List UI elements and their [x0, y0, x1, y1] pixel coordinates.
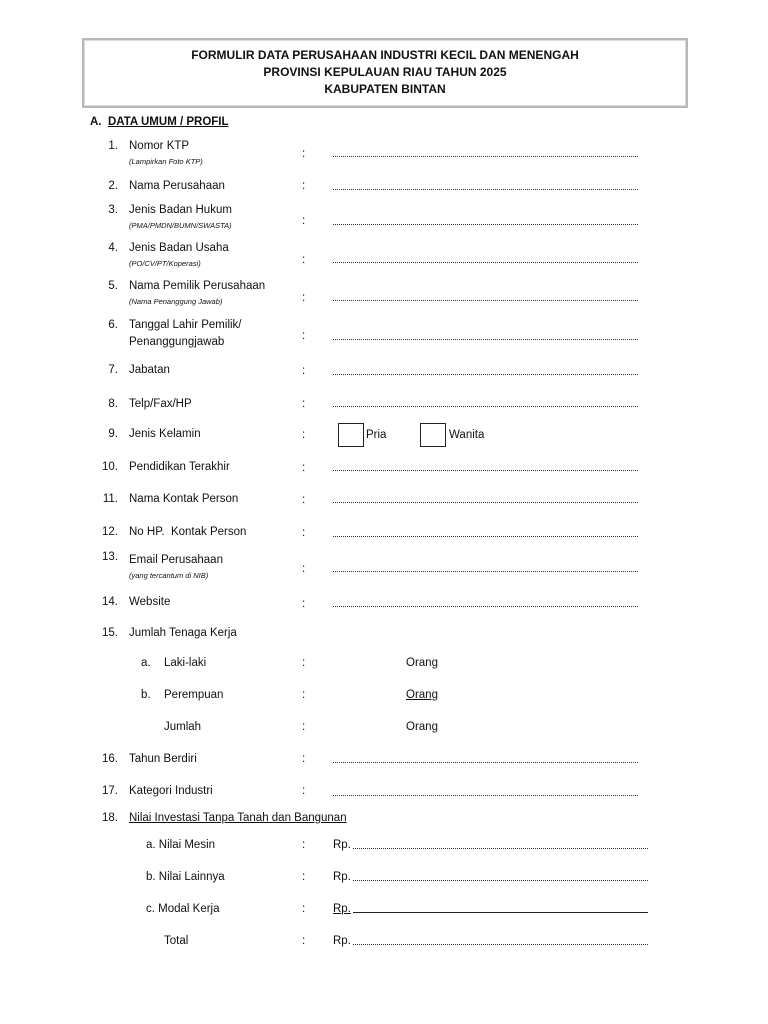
- email-input-line[interactable]: [333, 571, 638, 572]
- field-number: 4.: [108, 242, 118, 254]
- field-number: 3.: [108, 204, 118, 216]
- worker-label-female: Perempuan: [164, 689, 224, 701]
- worker-label-total: Jumlah: [164, 721, 202, 733]
- field-number: 15.: [102, 627, 118, 639]
- colon: :: [302, 215, 306, 227]
- rp-prefix: Rp.: [333, 935, 351, 947]
- investment-label-machine: a. Nilai Mesin: [146, 839, 216, 851]
- colon: :: [302, 563, 306, 575]
- colon: :: [302, 935, 306, 947]
- field-label-email: Email Perusahaan: [129, 554, 223, 566]
- position-input-line[interactable]: [333, 374, 638, 375]
- field-label-workforce: Jumlah Tenaga Kerja: [129, 627, 237, 639]
- field-number: 6.: [108, 319, 118, 331]
- section-letter: A.: [90, 116, 102, 128]
- field-number: 11.: [102, 493, 118, 505]
- gender-female-label: Wanita: [449, 429, 485, 441]
- field-number: 1.: [108, 140, 118, 152]
- field-note-owner-name: (Nama Penanggung Jawab): [129, 297, 223, 306]
- rp-prefix: Rp.: [333, 903, 351, 915]
- colon: :: [302, 180, 306, 192]
- other-value-input-line[interactable]: [353, 880, 648, 881]
- worker-letter: b.: [141, 689, 151, 701]
- field-number: 12.: [102, 526, 118, 538]
- field-number: 17.: [102, 785, 118, 797]
- education-input-line[interactable]: [333, 470, 638, 471]
- colon: :: [302, 330, 306, 342]
- field-number: 8.: [108, 398, 118, 410]
- worker-letter: a.: [141, 657, 151, 669]
- worker-unit-female: Orang: [406, 689, 438, 701]
- legal-entity-input-line[interactable]: [333, 224, 638, 225]
- form-title-line-1: FORMULIR DATA PERUSAHAAN INDUSTRI KECIL DAN MENENGAH: [191, 48, 579, 62]
- form-title-line-2: PROVINSI KEPULAUAN RIAU TAHUN 2025: [263, 65, 507, 79]
- phone-input-line[interactable]: [333, 406, 638, 407]
- field-number: 9.: [108, 428, 118, 440]
- company-name-input-line[interactable]: [333, 189, 638, 190]
- field-label-contact-phone: No HP. Kontak Person: [129, 526, 247, 538]
- field-label-position: Jabatan: [129, 364, 170, 376]
- field-number: 7.: [108, 364, 118, 376]
- business-type-input-line[interactable]: [333, 262, 638, 263]
- colon: :: [302, 839, 306, 851]
- year-founded-input-line[interactable]: [333, 762, 638, 763]
- worker-unit-male: Orang: [406, 657, 438, 669]
- investment-label-other: b. Nilai Lainnya: [146, 871, 225, 883]
- field-note-legal-entity: (PMA/PMDN/BUMN/SWASTA): [129, 221, 232, 230]
- colon: :: [302, 365, 306, 377]
- contact-phone-input-line[interactable]: [333, 536, 638, 537]
- birth-date-input-line[interactable]: [333, 339, 638, 340]
- colon: :: [302, 689, 306, 701]
- field-label-ktp: Nomor KTP: [129, 140, 190, 152]
- worker-label-male: Laki-laki: [164, 657, 207, 669]
- field-label-birth-date: Tanggal Lahir Pemilik/: [129, 319, 242, 331]
- colon: :: [302, 753, 306, 765]
- total-investment-input-line[interactable]: [353, 944, 648, 945]
- owner-name-input-line[interactable]: [333, 300, 638, 301]
- website-input-line[interactable]: [333, 606, 638, 607]
- rp-prefix: Rp.: [333, 839, 351, 851]
- colon: :: [302, 903, 306, 915]
- field-label-website: Website: [129, 596, 171, 608]
- contact-name-input-line[interactable]: [333, 502, 638, 503]
- ktp-input-line[interactable]: [333, 156, 638, 157]
- field-label-contact-name: Nama Kontak Person: [129, 493, 239, 505]
- field-label-year-founded: Tahun Berdiri: [129, 753, 197, 765]
- gender-male-label: Pria: [366, 429, 387, 441]
- colon: :: [302, 721, 306, 733]
- field-number: 18.: [102, 812, 118, 824]
- field-note-business-type: (PO/CV/PT/Koperasi): [129, 259, 201, 268]
- colon: :: [302, 429, 306, 441]
- field-label-investment: Nilai Investasi Tanpa Tanah dan Bangunan: [129, 812, 347, 824]
- field-note-email: (yang tercantum di NIB): [129, 571, 209, 580]
- form-title-line-3: KABUPATEN BINTAN: [324, 82, 446, 96]
- colon: :: [302, 254, 306, 266]
- form-header: [82, 38, 688, 108]
- colon: :: [302, 292, 306, 304]
- field-number: 10.: [102, 461, 118, 473]
- field-number: 5.: [108, 280, 118, 292]
- colon: :: [302, 462, 306, 474]
- rp-prefix: Rp.: [333, 871, 351, 883]
- field-label-business-type: Jenis Badan Usaha: [129, 242, 229, 254]
- colon: :: [302, 148, 306, 160]
- field-label-industry-category: Kategori Industri: [129, 785, 213, 797]
- industry-category-input-line[interactable]: [333, 795, 638, 796]
- field-label-owner-name: Nama Pemilik Perusahaan: [129, 280, 266, 292]
- colon: :: [302, 494, 306, 506]
- investment-label-working-capital: c. Modal Kerja: [146, 903, 220, 915]
- colon: :: [302, 871, 306, 883]
- field-label-phone: Telp/Fax/HP: [129, 398, 192, 410]
- field-number: 14.: [102, 596, 118, 608]
- field-label-legal-entity: Jenis Badan Hukum: [129, 204, 232, 216]
- section-title: DATA UMUM / PROFIL: [108, 116, 229, 128]
- gender-female-checkbox[interactable]: [420, 423, 446, 447]
- colon: :: [302, 785, 306, 797]
- colon: :: [302, 598, 306, 610]
- field-note-ktp: (Lampirkan Foto KTP): [129, 157, 203, 166]
- working-capital-input-line[interactable]: [353, 912, 648, 913]
- field-label-gender: Jenis Kelamin: [129, 428, 201, 440]
- colon: :: [302, 527, 306, 539]
- field-number: 13.: [102, 551, 118, 563]
- colon: :: [302, 657, 306, 669]
- gender-male-checkbox[interactable]: [338, 423, 364, 447]
- colon: :: [302, 398, 306, 410]
- field-label-birth-date-2: Penanggungjawab: [129, 336, 225, 348]
- field-label-education: Pendidikan Terakhir: [129, 461, 230, 473]
- machine-value-input-line[interactable]: [353, 848, 648, 849]
- investment-label-total: Total: [164, 935, 189, 947]
- field-label-company-name: Nama Perusahaan: [129, 180, 225, 192]
- field-number: 2.: [108, 180, 118, 192]
- worker-unit-total: Orang: [406, 721, 438, 733]
- field-number: 16.: [102, 753, 118, 765]
